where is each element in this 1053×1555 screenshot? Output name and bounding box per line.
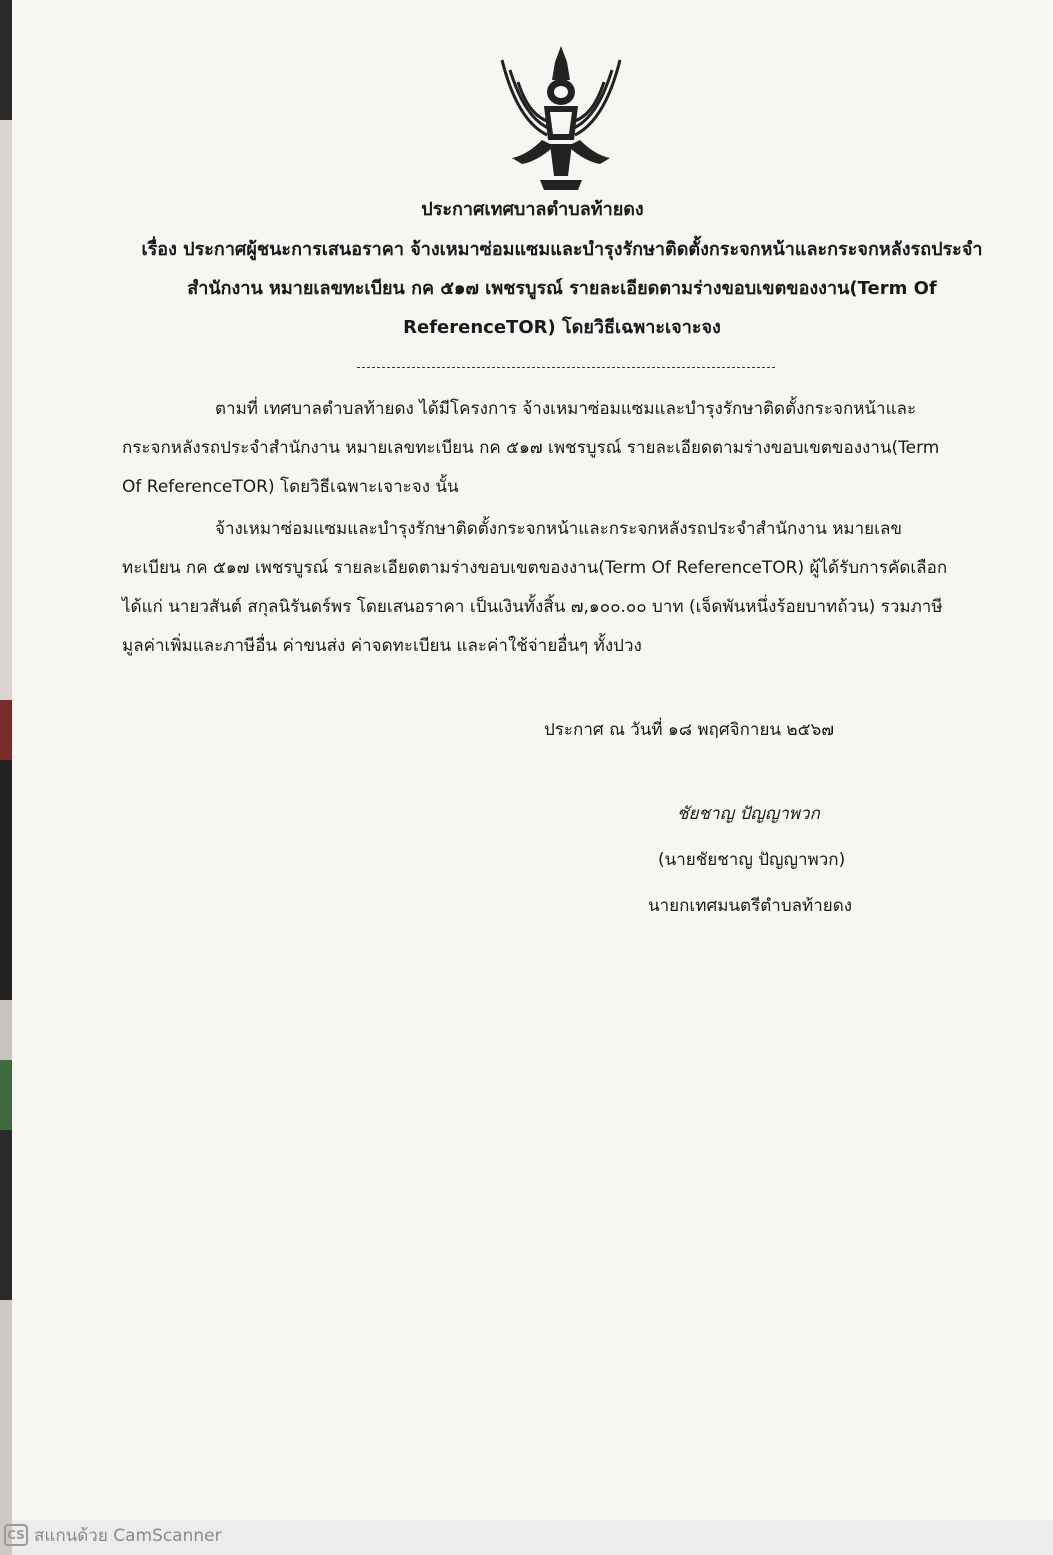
subject-line: เรื่อง ประกาศผู้ชนะการเสนอราคา จ้างเหมาซ่อมแซมและบำรุงรักษาติดตั้งกระจกหน้าและกระจกหลังรถประจำ [141, 239, 983, 260]
subject-line: สำนักงาน หมายเลขทะเบียน กค ๕๑๗ เพชรบูรณ์ รายละเอียดตามร่างขอบเขตของงาน(Term Of [187, 278, 937, 299]
divider [357, 367, 775, 368]
paragraph-line: กระจกหลังรถประจำสำนักงาน หมายเลขทะเบียน กค ๕๑๗ เพชรบูรณ์ รายละเอียดตามร่างขอบเขตของงาน(Term [122, 438, 940, 458]
camscanner-logo-icon: CS [4, 1524, 28, 1546]
document-subject [132, 230, 992, 347]
paragraph-line: มูลค่าเพิ่มและภาษีอื่น ค่าขนส่ง ค่าจดทะเบียน และค่าใช้จ่ายอื่นๆ ทั้งปวง [122, 636, 642, 656]
camscanner-footer [4, 1521, 222, 1549]
announcement-date: ประกาศ ณ วันที่ ๑๘ พฤศจิกายน ๒๕๖๗ [544, 720, 835, 740]
signer-title: นายกเทศมนตรีตำบลท้ายดง [648, 896, 853, 916]
paragraph-line: Of ReferenceTOR) โดยวิธีเฉพาะเจาะจง นั้น [122, 477, 459, 497]
paragraph-1 [122, 390, 972, 507]
paragraph-2 [122, 510, 972, 666]
garuda-emblem-icon [492, 40, 630, 192]
paragraph-line: ได้แก่ นายวสันต์ สกุลนิรันดร์พร โดยเสนอราคา เป็นเงินทั้งสิ้น ๗,๑๐๐.๐๐ บาท (เจ็ดพันหนึ่งร้อยบาทถ้วน) รวมภาษี [122, 597, 943, 617]
document-heading: ประกาศเทศบาลตำบลท้ายดง [421, 199, 644, 220]
signer-name: (นายชัยชาญ ปัญญาพวก) [658, 850, 846, 870]
paragraph-line: ทะเบียน กค ๕๑๗ เพชรบูรณ์ รายละเอียดตามร่างขอบเขตของงาน(Term Of ReferenceTOR) ผู้ได้รับการคัดเลือก [122, 558, 948, 578]
camscanner-label: สแกนด้วย CamScanner [34, 1525, 222, 1546]
paragraph-line: จ้างเหมาซ่อมแซมและบำรุงรักษาติดตั้งกระจกหน้าและกระจกหลังรถประจำสำนักงาน หมายเลข [215, 519, 902, 539]
paragraph-line: ตามที่ เทศบาลตำบลท้ายดง ได้มีโครงการ จ้างเหมาซ่อมแซมและบำรุงรักษาติดตั้งกระจกหน้าและ [215, 399, 917, 419]
subject-line: ReferenceTOR) โดยวิธีเฉพาะเจาะจง [403, 317, 721, 338]
document-page [12, 0, 1053, 1520]
signature: ชัยชาญ ปัญญาพวก [677, 804, 820, 824]
scan-edge [0, 0, 12, 1555]
